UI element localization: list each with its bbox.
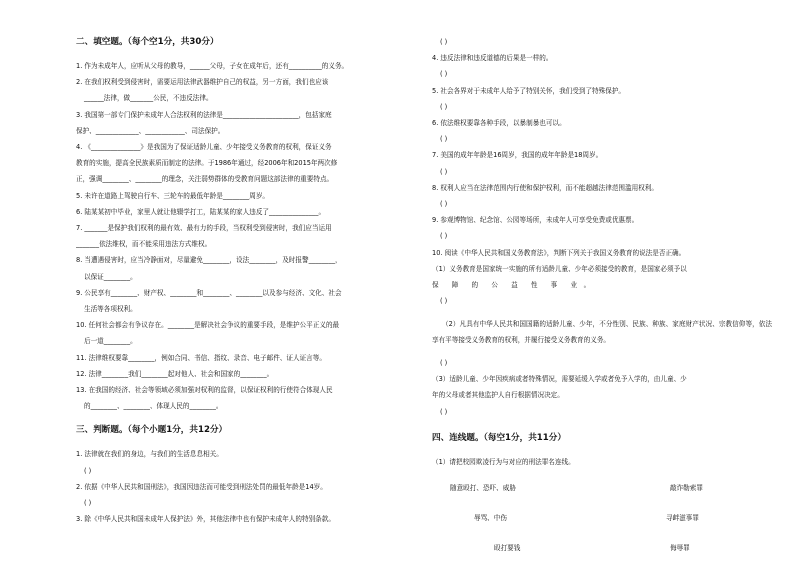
answer-blank[interactable]: ( ) xyxy=(440,200,448,209)
answer-blank[interactable]: ( ) xyxy=(440,38,448,46)
question-line: 10. 任何社会都会有争议存在。________是解决社会争议的重要手段，是维护公平正义的最 xyxy=(76,321,340,330)
question-line: 教育的实施，提高全民族素质而制定的法律。于1986年通过，经2006年和2015年两次修 xyxy=(76,159,338,168)
match-right-item[interactable]: 侮辱罪 xyxy=(670,544,690,553)
answer-blank[interactable]: ( ) xyxy=(440,407,448,416)
right-column xyxy=(432,34,772,580)
judge-question-10-2: （2）凡具有中华人民共和国国籍的适龄儿童、少年，不分性别、民族、种族、家庭财产状况、宗教信仰等，依法享有平等接受义务教育的权利，并履行接受义务教育的义务。 xyxy=(432,320,772,345)
question-line: 后一道________。 xyxy=(84,337,137,346)
judge-question-8: 8. 权利人应当在法律范围内行使和保护权利，而不能超越法律范围滥用权利。 xyxy=(432,183,658,192)
section-title-fill-in: 二、填空题。（每个空1分，共30分） xyxy=(76,37,219,47)
question-line: 1. 作为未成年人，应听从父母的教导，______父母，子女在成年后，还有__________的义务。 xyxy=(76,62,349,70)
answer-blank[interactable]: ( ) xyxy=(440,102,448,111)
answer-blank[interactable]: ( ) xyxy=(440,167,448,176)
judge-question-3: 3. 除《中华人民共和国未成年人保护法》外，其他法律中也有保护未成年人的特别条款。 xyxy=(76,515,335,524)
question-line: 5. 未许在道路上驾驶自行车、三轮车的最低年龄是________周岁。 xyxy=(76,191,270,200)
question-line: 3. 我国第一部专门保护未成年人合法权利的法律是_______________________，包括家庭 xyxy=(76,110,332,119)
answer-blank[interactable]: ( ) xyxy=(440,70,448,79)
question-line: 11. 法律维权要靠________，例如合同、书信、指纹、录音、电子邮件、证人证言等。 xyxy=(76,353,326,362)
question-line: 保护、_____________、____________、司法保护。 xyxy=(76,126,225,135)
section-title-true-false: 三、判断题。（每个小题1分，共12分） xyxy=(76,425,228,436)
judge-question-6: 6. 依法维权要靠各种手段，以暴制暴也可以。 xyxy=(432,119,566,128)
answer-blank[interactable]: ( ) xyxy=(440,297,448,306)
left-column xyxy=(76,28,406,527)
judge-question-10-1-cont: 保 障 的 公 益 性 事 业 。 xyxy=(432,281,591,290)
judge-question-10-3-cont: 年的父母或者其他监护人自行根据情况决定。 xyxy=(432,391,564,400)
match-left-item[interactable]: 辱骂、中伤 xyxy=(474,514,507,523)
question-line: 正，强调________、________的理念，关注弱势群体的受教育问题这部法律的重要特点。 xyxy=(76,175,334,184)
matching-grid xyxy=(432,470,772,580)
judge-question-7: 7. 美国的成年年龄是16周岁，我国的成年年龄是18周岁。 xyxy=(432,151,603,160)
match-right-item[interactable]: 寻衅滋事罪 xyxy=(666,514,699,523)
question-line: ______法律，做_______公民，不违反法律。 xyxy=(84,94,213,103)
judge-question-1: 1. 法律就在我们的身边，与我们的生活息息相关。 xyxy=(76,450,223,459)
judge-question-10-1: （1）义务教育是国家统一实施的所有适龄儿童、少年必须接受的教育，是国家必须予以 xyxy=(432,264,687,273)
question-line: _______依法维权，而不能采用违法方式维权。 xyxy=(76,240,212,249)
judge-question-10-3: （3）适龄儿童、少年因疾病或者特殊情况，需要延缓入学或者免予入学的，由儿童、少 xyxy=(432,375,687,384)
question-line: 4. 《_______________》是我国为了保证适龄儿童、少年接受义务教育的权利，保证义务 xyxy=(76,143,332,152)
question-line: 2. 在我们权利受到侵害时，需要运用法律武器维护自己的权益，另一方面，我们也应该 xyxy=(76,78,329,87)
answer-blank[interactable]: ( ) xyxy=(440,135,448,144)
question-line: 6. 陆某某初中毕业，家里人就让他辍学打工，陆某某的家人违反了_______________。 xyxy=(76,207,326,216)
answer-blank[interactable]: ( ) xyxy=(84,466,92,475)
match-right-item[interactable]: 敲诈勒索罪 xyxy=(670,484,703,493)
question-line: 以保证________。 xyxy=(84,272,137,281)
match-left-item[interactable]: 殴打要钱 xyxy=(494,544,521,553)
judge-question-9: 9. 参观博物馆、纪念馆、公园等场所，未成年人可享受免费或优惠票。 xyxy=(432,216,639,225)
judge-question-10: 10. 阅读《中华人民共和国义务教育法》，判断下列关于我国义务教育的说法是否正确。 xyxy=(432,248,686,257)
question-line: 9. 公民享有________、财产权、________和________、________以及参与经济、文化、社会 xyxy=(76,288,342,297)
judge-question-5: 5. 社会各界对于未成年人给予了特别关怀，我们受到了特殊保护。 xyxy=(432,86,626,95)
question-line: 的________、________、体现人民的________。 xyxy=(84,402,223,411)
answer-blank[interactable]: ( ) xyxy=(440,232,448,241)
section-title-matching: 四、连线题。（每空1分，共11分） xyxy=(432,432,566,443)
question-line: 13. 在我国的经济、社会等领域必须加强对权利的监督，以保证权利的行使符合体现人民 xyxy=(76,386,333,395)
matching-instruction: （1）请把校园欺凌行为与对应的刑法罪名连线。 xyxy=(432,457,575,466)
question-line: 8. 当遭遇侵害时，应当冷静面对，尽量避免________，设法________，及时报警________， xyxy=(76,256,342,265)
match-left-item[interactable]: 随意殴打、恐吓、威胁 xyxy=(450,484,516,493)
question-line: 12. 法律________我们________起对他人、社会和国家的________。 xyxy=(76,369,274,378)
answer-blank[interactable]: ( ) xyxy=(440,359,448,368)
question-line: 生活等各项权利。 xyxy=(84,305,137,314)
judge-question-4: 4. 违反法律和违反道德的后果是一样的。 xyxy=(432,54,553,63)
question-line: 7. _______是保护我们权利的最有效、最有力的手段，当权利受到侵害时，我们应当运用 xyxy=(76,224,332,233)
answer-blank[interactable]: ( ) xyxy=(84,499,92,508)
judge-question-2: 2. 依据《中华人民共和国刑法》，我国因违法而可能受到刑法处罚的最低年龄是14岁。 xyxy=(76,482,327,491)
